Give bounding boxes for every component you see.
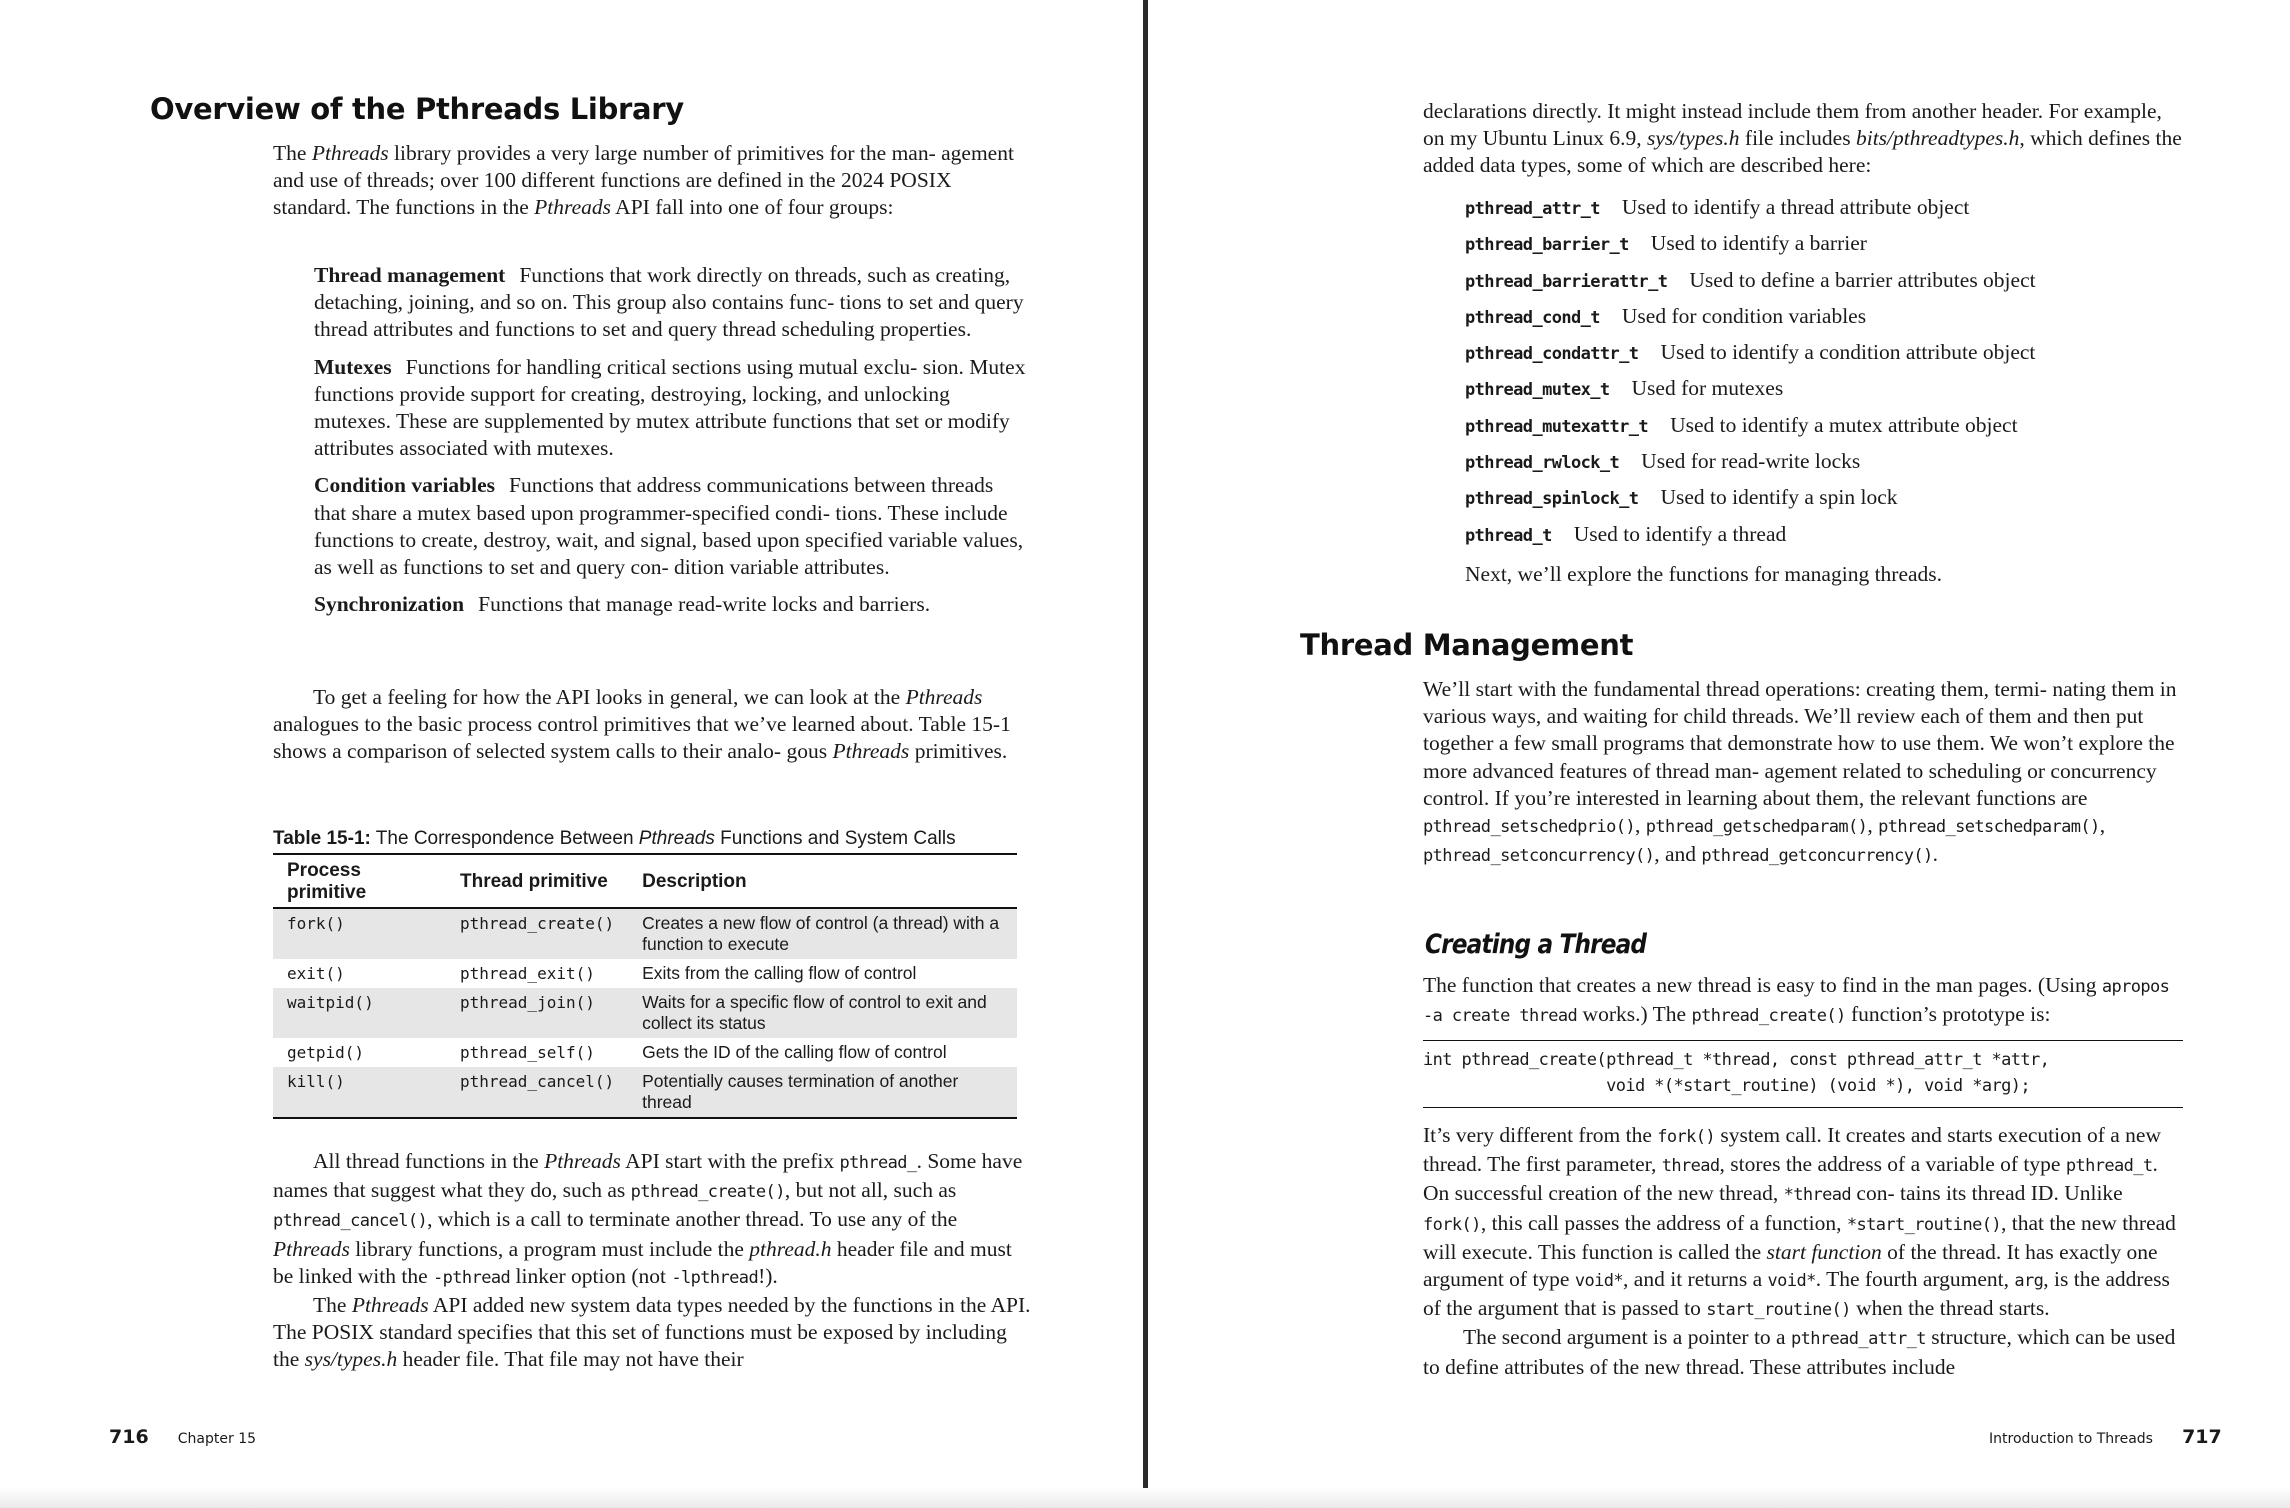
- group-synchronization: Synchronization Functions that manage read-write locks and barriers.: [314, 592, 931, 617]
- data-types-list: [1465, 192, 2165, 595]
- code-listing: [1423, 1040, 2183, 1108]
- group-thread-management: Thread management Functions that work directly on threads, such as creating, detaching, joining, and so on. This group also contains func- tions to set and query thread attributes and functions to set and query thread scheduling properties.: [314, 263, 1024, 342]
- table-cell: Exits from the calling flow of control: [642, 963, 917, 983]
- list-item: pthread_spinlock_t Used to identify a spin lock: [1465, 485, 1898, 510]
- list-item: pthread_cond_t Used for condition variables: [1465, 303, 1867, 328]
- table-cell: pthread_self(): [460, 1043, 595, 1062]
- section-title-overview: Overview of the Pthreads Library: [150, 92, 684, 126]
- table-cell: waitpid(): [273, 988, 446, 1038]
- right-folio: [1989, 1426, 2222, 1448]
- table-cell: Waits for a specific flow of control to exit and collect its status: [628, 988, 1017, 1038]
- table-caption: Table 15-1: The Correspondence Between Pthreads Functions and System Calls: [273, 828, 956, 849]
- table-cell: Potentially causes termination of another thread: [628, 1067, 1017, 1118]
- table-cell: kill(): [273, 1067, 446, 1118]
- left-folio: [109, 1426, 256, 1448]
- group-condition-variables: Condition variables Functions that address communications between threads that share a mutex based upon programmer-specified condi- tions. These include functions to create, destroy, wait, and signal, based upon specified variable values, as well as functions to set and query con- dition variable attributes.: [314, 473, 1024, 580]
- list-item: pthread_t Used to identify a thread: [1465, 521, 1787, 546]
- next-line: Next, we’ll explore the functions for managing threads.: [1465, 561, 1943, 586]
- column-header: Process primitive: [273, 854, 446, 908]
- table-cell: getpid(): [287, 1043, 365, 1062]
- table-row: [273, 959, 1017, 988]
- subsection-title-creating-a-thread: Creating a Thread: [1425, 929, 1647, 960]
- column-header: Description: [628, 854, 1017, 908]
- correspondence-table: [273, 853, 1017, 1119]
- table-row: [273, 988, 1017, 1038]
- description-paragraph: It’s very different from the fork() system call. It creates and starts execution of a new thread. The first parameter, thread, stores the address of a variable of type pthread_t. On successful creation of the new thread, *thread con- tains its thread ID. Unlike fork(), this call passes the address of a function, *start_routine(), that the new thread will execute. This function is called the start function of the thread. It has exactly one argument of type void*, and it returns a void*. The fourth argument, arg, is the address of the argument that is passed to start_routine() when the thread starts. The second argument is a pointer to a pthread_attr_t structure, which can be used to define attributes of the new thread. These attributes include: [1423, 1123, 2176, 1379]
- table-cell: exit(): [287, 964, 345, 983]
- group-definitions: [314, 262, 1026, 628]
- page-number: 716: [109, 1426, 149, 1448]
- thread-management-paragraph: We’ll start with the fundamental thread operations: creating them, termi- nating them in various ways, and waiting for child threads. We’ll review each of them and then put together a few small programs that demonstrate how to use them. We won’t explore the more advanced features of thread man- agement related to scheduling or concurrency control. If you’re interested in learning about them, the relevant functions are pthread_setschedprio(), pthread_getschedparam(), pthread_setschedparam(), pthread_setconcurrency(), and pthread_getconcurrency().: [1423, 677, 2177, 867]
- table-cell: pthread_create(): [446, 908, 628, 959]
- chapter-label: Chapter 15: [177, 1431, 257, 1447]
- table-row: [273, 1038, 1017, 1067]
- list-item: pthread_mutexattr_t Used to identify a mutex attribute object: [1465, 412, 2018, 437]
- table-cell: Creates a new flow of control (a thread) with a function to execute: [628, 908, 1017, 959]
- page-bottom-shadow: [0, 1488, 2290, 1508]
- chapter-label: Introduction to Threads: [1989, 1431, 2153, 1447]
- list-item: pthread_attr_t Used to identify a thread attribute object: [1465, 195, 1970, 219]
- list-item: pthread_barrier_t Used to identify a barrier: [1465, 231, 1867, 256]
- intro-paragraph: The Pthreads library provides a very large number of primitives for the man- agement and use of threads; over 100 different functions are defined in the 2024 POSIX standard. The functions in the Pthreads API fall into one of four groups:: [273, 141, 1014, 220]
- table-row: [273, 908, 1017, 959]
- list-item: pthread_mutex_t Used for mutexes: [1465, 376, 1784, 401]
- table-cell: Gets the ID of the calling flow of control: [642, 1042, 947, 1062]
- analogues-paragraph: To get a feeling for how the API looks in general, we can look at the Pthreads analogues to the basic process control primitives that we’ve learned about. Table 15-1 shows a comparison of selected system calls to their analo- gous Pthreads primitives.: [273, 685, 1011, 764]
- list-item: pthread_rwlock_t Used for read-write locks: [1465, 449, 1861, 474]
- table-header-row: [273, 854, 1017, 908]
- pthread-create-prototype: int pthread_create(pthread_t *thread, const pthread_attr_t *attr, void *(*start_routine) (void *), void *arg);: [1423, 1050, 2050, 1096]
- table-cell: fork(): [273, 908, 446, 959]
- page-number: 717: [2182, 1426, 2222, 1448]
- table-cell: pthread_cancel(): [446, 1067, 628, 1118]
- list-item: pthread_barrierattr_t Used to define a barrier attributes object: [1465, 267, 2036, 292]
- continuation-paragraph: declarations directly. It might instead include them from another header. For example, on my Ubuntu Linux 6.9, sys/types.h file includes bits/pthreadtypes.h, which defines the added data types, some of which are described here:: [1423, 99, 2182, 178]
- column-header: Thread primitive: [446, 854, 628, 908]
- section-title-thread-management: Thread Management: [1300, 628, 1634, 662]
- book-gutter: [1143, 0, 1148, 1508]
- table-row: [273, 1067, 1017, 1118]
- prefix-paragraph: All thread functions in the Pthreads API start with the prefix pthread_. Some have names that suggest what they do, such as pthread_create(), but not all, such as pthread_cancel(), which is a call to terminate another thread. To use any of the Pthreads library functions, a program must include the pthread.h header file and must be linked with the -pthread linker option (not -lpthread!). The Pthreads API added new system data types needed by the functions in the API. The POSIX standard specifies that this set of functions must be exposed by including the sys/types.h header file. That file may not have their: [273, 1149, 1031, 1372]
- list-item: pthread_condattr_t Used to identify a condition attribute object: [1465, 340, 2036, 365]
- group-mutexes: Mutexes Functions for handling critical sections using mutual exclu- sion. Mutex functions provide support for creating, destroying, locking, and unlocking mutexes. These are supplemented by mutex attribute functions that set or modify attributes associated with mutexes.: [314, 354, 1026, 461]
- table-cell: pthread_join(): [446, 988, 628, 1038]
- left-page: [0, 0, 1143, 1508]
- creating-thread-paragraph: The function that creates a new thread is easy to find in the man pages. (Using apropos -a create thread works.) The pthread_create() function’s prototype is:: [1423, 973, 2170, 1027]
- table-cell: pthread_exit(): [460, 964, 595, 983]
